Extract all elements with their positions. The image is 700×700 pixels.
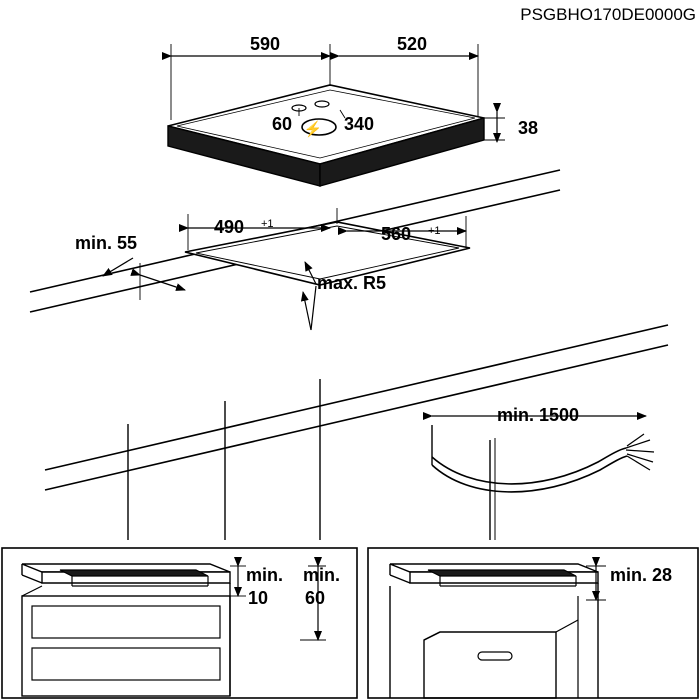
label-min60-word: min. (303, 565, 341, 585)
label-60: 60 (272, 114, 293, 134)
left-hob-plate (60, 570, 208, 576)
oven-body (424, 632, 556, 698)
label-min10-value: 10 (248, 588, 269, 608)
left-cab-chamfer (22, 586, 42, 596)
label-min60-value: 60 (305, 588, 326, 608)
label-560: 560 (381, 224, 412, 244)
leader-r5-down-stem (311, 286, 316, 330)
power-icon: ⚡ (303, 121, 323, 138)
label-max-r5: max. R5 (317, 273, 387, 293)
label-min10-word: min. (246, 565, 284, 585)
worktop-front-edge (45, 325, 668, 470)
left-worktop-chamfer (22, 575, 42, 583)
left-drawer-1 (32, 606, 220, 638)
right-worktop-chamfer (390, 575, 410, 583)
right-hob-plate (428, 570, 576, 576)
label-38: 38 (518, 118, 539, 138)
oven-top-edge (556, 620, 578, 632)
dim-line-min55 (103, 258, 133, 276)
label-min55: min. 55 (75, 233, 138, 253)
label-520: 520 (397, 34, 428, 54)
oven-chamfer (424, 632, 440, 640)
label-490: 490 (214, 217, 245, 237)
cable-body-2 (432, 448, 626, 484)
label-min1500: min. 1500 (497, 405, 580, 425)
leader-r5-down (303, 292, 311, 330)
oven-handle (478, 652, 512, 660)
label-590: 590 (250, 34, 281, 54)
label-560-tolerance: +1 (428, 225, 441, 237)
left-drawer-2 (32, 648, 220, 680)
cable-wires (626, 434, 654, 470)
document-code: PSGBHO170DE0000G (520, 5, 696, 24)
label-340: 340 (344, 114, 375, 134)
left-cabinet (22, 596, 230, 696)
label-min28: min. 28 (610, 565, 673, 585)
label-490-tolerance: +1 (261, 218, 274, 230)
